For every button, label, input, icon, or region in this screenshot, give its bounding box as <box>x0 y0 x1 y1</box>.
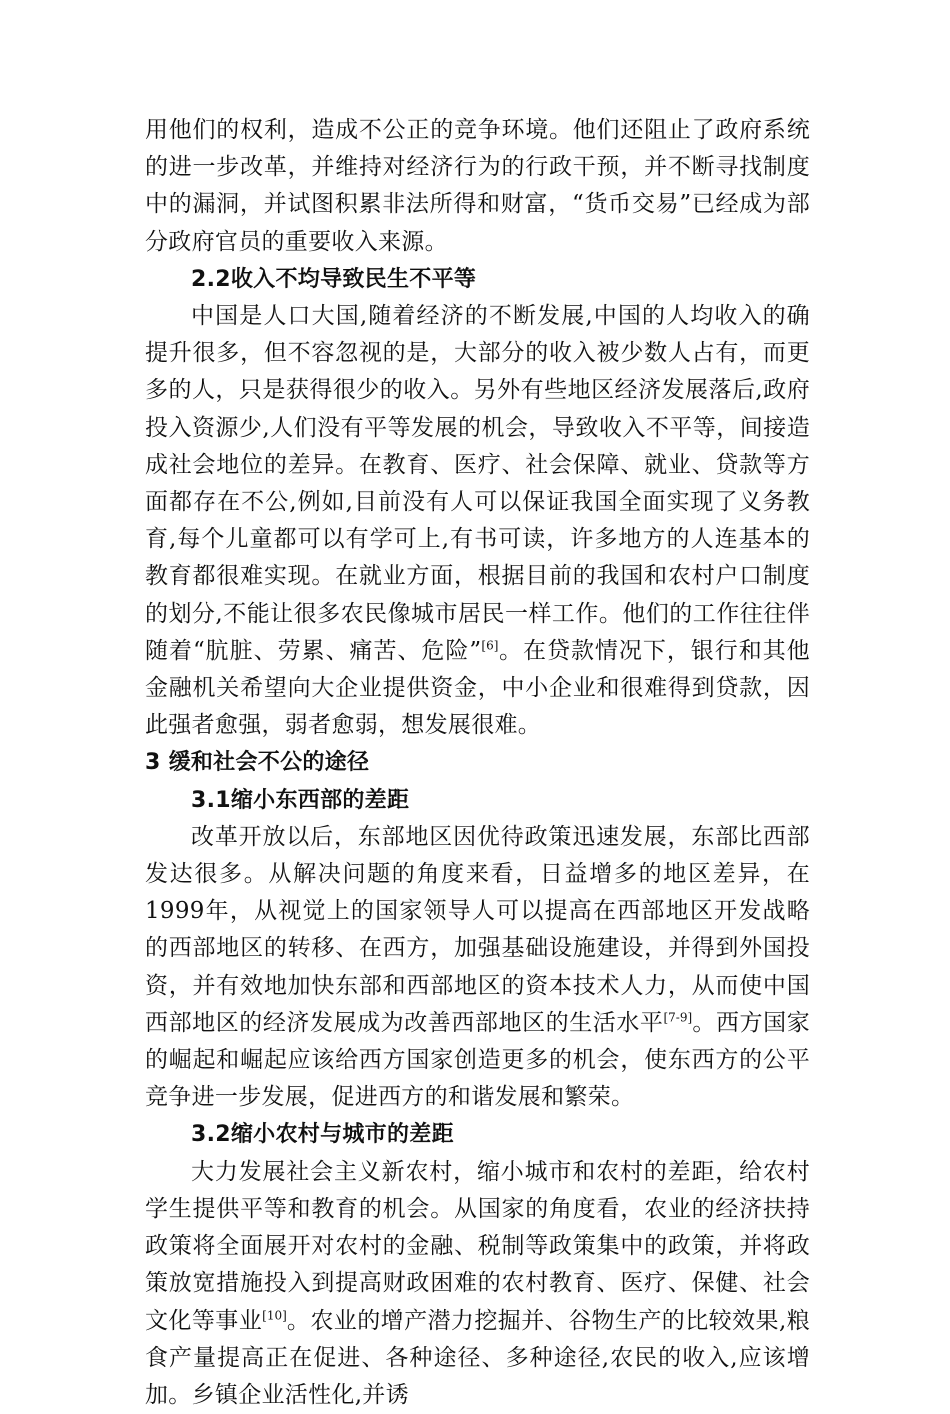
paragraph-rural-urban-gap <box>145 1154 810 1414</box>
paragraph-text: 大力发展社会主义新农村，缩小城市和农村的差距，给农村学生提供平等和教育的机会。从国家的角度看，农业的经济扶持政策将全面展开对农村的金融、税制等政策集中的政策，并将政策放宽措施投入到提高财政困难的农村教育、医疗、保健、社会文化等事业 <box>145 1158 810 1334</box>
citation-7-9: [7-9] <box>663 1010 693 1025</box>
paragraph-east-west-gap <box>145 819 810 1117</box>
document-body <box>145 112 810 1414</box>
section-heading-3-2: 3.2缩小农村与城市的差距 <box>191 1122 454 1148</box>
citation-10: [10] <box>262 1307 287 1322</box>
paragraph-text: 。在贷款情况下，银行和其他金融机关希望向大企业提供资金，中小企业和很难得到贷款，因此强者愈强，弱者愈弱，想发展很难。 <box>145 637 810 739</box>
paragraph-text: 中国是人口大国,随着经济的不断发展,中国的人均收入的确提升很多，但不容忽视的是，大部分的收入被少数人占有，而更多的人，只是获得很少的收入。另外有些地区经济发展落后,政府投入资源少,人们没有平等发展的机会，导致收入不平等，间接造成社会地位的差异。在教育、医疗、社会保障、就业、贷款等方面都存在不公,例如,目前没有人可以保证我国全面实现了义务教育,每个儿童都可以有学可上,有书可读，许多地方的人连基本的教育都很难实现。在就业方面，根据目前的我国和农村户口制度的划分,不能让很多农民像城市居民一样工作。他们的工作往往伴随着“肮脏、劳累、痛苦、危险” <box>145 303 810 664</box>
paragraph-text: 改革开放以后，东部地区因优待政策迅速发展，东部比西部发达很多。从解决问题的角度来看，日益增多的地区差异，在1999年，从视觉上的国家领导人可以提高在西部地区开发战略的西部地区的转移、在西方，加强基础设施建设，并得到外国投资，并有效地加快东部和西部地区的资本技术人力，从而使中国西部地区的经济发展成为改善西部地区的生活水平 <box>145 823 810 1036</box>
section-heading-3: 3 缓和社会不公的途径 <box>145 750 370 776</box>
paragraph-text: 。西方国家的崛起和崛起应该给西方国家创造更多的机会，使东西方的公平竞争进一步发展，促进西方的和谐发展和繁荣。 <box>145 1009 810 1111</box>
section-heading-3-1: 3.1缩小东西部的差距 <box>191 787 410 813</box>
section-heading-2-2: 2.2收入不均导致民生不平等 <box>191 266 477 292</box>
paragraph-continued <box>145 112 810 261</box>
paragraph-income-inequality <box>145 298 810 744</box>
paragraph-text: 用他们的权利，造成不公正的竞争环境。他们还阻止了政府系统的进一步改革，并维持对经济行为的行政干预，并不断寻找制度中的漏洞，并试图积累非法所得和财富，“货币交易”已经成为部分政府官员的重要收入来源。 <box>145 117 810 255</box>
citation-6: [6] <box>481 638 499 653</box>
paragraph-text: 。农业的增产潜力挖掘并、谷物生产的比较效果,粮食产量提高正在促进、各种途径、多种途径,农民的收入,应该增加。乡镇企业活性化,并诱 <box>145 1307 810 1408</box>
